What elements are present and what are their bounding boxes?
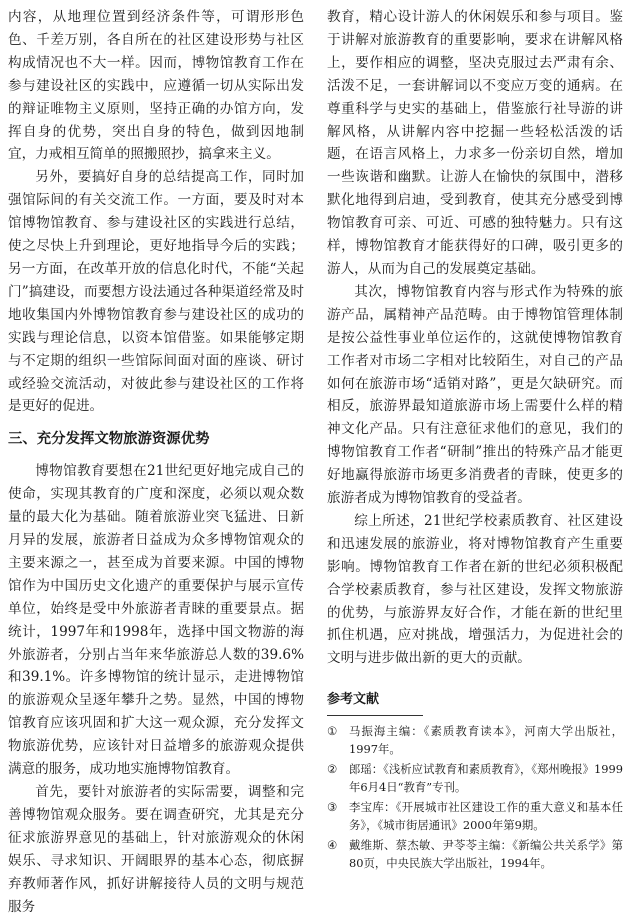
reference-item bbox=[327, 760, 623, 796]
right-column bbox=[327, 6, 623, 874]
body-paragraph: 内容，从地理位置到经济条件等，可谓形形色色、千差万别，各自所在的社区建设形势与社区构成情况也不大一样。因而，博物馆教育工作在参与建设社区的实践中，应遵循一切从实际出发的辩证唯物主义原则，坚持正确的办馆方向，发挥自身的优势，突出自身的特色，做到因地制宜，力戒相互简单的照搬照抄，搞拿来主义。 bbox=[8, 9, 304, 163]
left-column bbox=[8, 6, 304, 918]
reference-item bbox=[327, 798, 623, 834]
references-list bbox=[327, 722, 623, 872]
body-paragraph: 首先，要针对旅游者的实际需要，调整和完善博物馆观众服务。要在调查研究，尤其是充分征求旅游界意见的基础上，针对旅游观众的休闲娱乐、寻求知识、开阔眼界的基本心态，彻底摒弃教师著作风，抓好讲解接待人员的文明与规范服务 bbox=[8, 784, 304, 915]
body-paragraph: 教育，精心设计游人的休闲娱乐和参与项目。鉴于讲解对旅游教育的重要影响，要求在讲解风格上，要作相应的调整，坚决克服过去严肃有余、活泼不足，一套讲解词以不变应万变的通病。在尊重科学与史实的基础上，借鉴旅行社导游的讲解风格，从讲解内容中挖掘一些轻松活泼的话题，在语言风格上，力求多一份亲切自然，增加一些诙谐和幽默。让游人在愉快的氛围中，潜移默化地得到启迪，受到教育，使其充分感受到博物馆教育可亲、可近、可感的独特魅力。只有这样，博物馆教育才能获得好的口碑，吸引更多的游人，从而为自己的发展奠定基础。 bbox=[327, 9, 623, 277]
body-paragraph: 综上所述，21世纪学校素质教育、社区建设和迅速发展的旅游业，将对博物馆教育产生重要影响。博物馆教育工作者在新的世纪必须积极配合学校素质教育，参与社区建设，发挥文物旅游的优势，与旅游界友好合作，才能在新的世纪里抓住机遇，应对挑战，增强活力，为促进社会的文明与进步做出新的更大的贡献。 bbox=[327, 512, 623, 667]
reference-number: ④ bbox=[327, 838, 338, 853]
reference-number: ① bbox=[327, 724, 338, 739]
reference-text: 戴维斯、蔡杰敏、尹苓苓主编：《新编公共关系学》第80页，中央民族大学出版社，1994年。 bbox=[349, 838, 623, 871]
reference-item bbox=[327, 722, 623, 758]
reference-text: 李宝库：《开展城市社区建设工作的重大意义和基本任务》，《城市街居通讯》2000年第9期。 bbox=[349, 800, 623, 833]
body-paragraph: 其次，博物馆教育内容与形式作为特殊的旅游产品，属精神产品范畴。由于博物馆管理体制是按公益性事业单位运作的，这就使博物馆教育工作者对市场二字相对比较陌生，对自己的产品如何在旅游市场“适销对路”，更是欠缺研究。而相反，旅游界最知道旅游市场上需要什么样的精神文化产品。只有注意征求他们的意见，我们的博物馆教育工作者“研制”推出的特殊产品才能更好地赢得旅游市场更多消费者的青睐，使更多的旅游者成为博物馆教育的受益者。 bbox=[327, 283, 623, 507]
body-paragraph: 另外，要搞好自身的总结提高工作，同时加强馆际间的有关交流工作。一方面，要及时对本馆博物馆教育、参与建设社区的实践进行总结，使之尽快上升到理论，更好地指导今后的实践；另一方面，在改革开放的信息化时代，不能“关起门”搞建设，而要想方设法通过各种渠道经常及时地收集国内外博物馆教育参与建设社区的成功的实践与理论信息，以资本馆借鉴。如果能够定期与不定期的组织一些馆际间面对面的座谈、研讨或经验交流活动，对彼此参与建设社区的工作将是更好的促进。 bbox=[8, 169, 304, 415]
references-title: 参考文献 bbox=[327, 692, 380, 708]
body-paragraph: 博物馆教育要想在21世纪更好地完成自己的使命，实现其教育的广度和深度，必须以观众数量的最大化为基础。随着旅游业突飞猛进、日新月异的发展，旅游者日益成为众多博物馆观众的主要来源之一，甚至成为首要来源。中国的博物馆作为中国历史文化遗产的重要保护与展示宣传单位，始终是受中外旅游者青睐的重要景点。据统计，1997年和1998年，选择中国文物游的海外旅游者，分别占当年来华旅游总人数的39.6%和39.1%。许多博物馆的统计显示，走进博物馆的旅游观众呈逐年攀升之势。显然，中国的博物馆教育应该巩固和扩大这一观众源，充分发挥文物旅游优势，应该针对日益增多的旅游观众提供满意的服务，成功地实施博物馆教育。 bbox=[8, 463, 304, 778]
reference-item bbox=[327, 836, 623, 872]
reference-text: 郎瑶：《浅析应试教育和素质教育》，《郑州晚报》1999年6月4日“教育”专刊。 bbox=[349, 762, 623, 795]
section-heading: 三、充分发挥文物旅游资源优势 bbox=[8, 430, 210, 448]
reference-number: ② bbox=[327, 762, 338, 777]
reference-text: 马振海主编：《素质教育读本》，河南大学出版社，1997年。 bbox=[349, 724, 623, 757]
reference-number: ③ bbox=[327, 800, 338, 815]
references-divider bbox=[327, 715, 423, 716]
